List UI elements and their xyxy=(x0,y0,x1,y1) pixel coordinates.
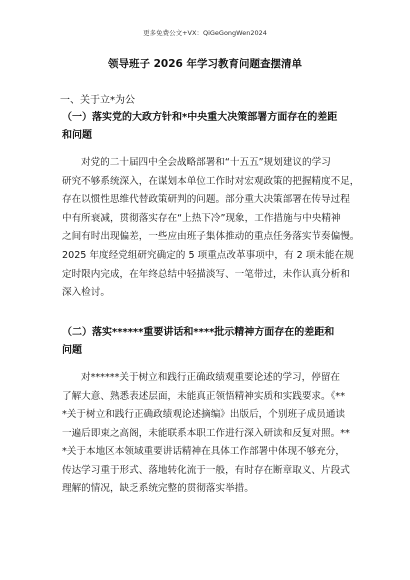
paragraph-line: 了解大意、熟悉表述层面，未能真正领悟精神实质和实践要求。《** xyxy=(62,390,346,402)
paragraph-line: 深入检讨。 xyxy=(62,287,110,298)
subsection-heading-2-line1: （二）落实******重要讲话和****批示精神方面存在的差距和 xyxy=(62,327,335,338)
paragraph-line: 存在以惯性思维代替政策研判的问题。部分重大决策部署在传导过程 xyxy=(62,194,350,205)
paragraph-line: 定时限内完成，在年终总结中轻描淡写、一笔带过，未作认真分析和 xyxy=(62,268,350,280)
paragraph-line: 2025 年度经党组研究确定的 5 项重点改革事项中，有 2 项未能在规 xyxy=(62,250,354,261)
subsection-heading-1-line2: 和问题 xyxy=(62,130,92,141)
paragraph-line: 传达学习重于形式、落地转化流于一般，有时存在断章取义、片段式 xyxy=(62,464,350,476)
paragraph-line: 研究不够系统深入，在谋划本单位工作时对宏观政策的把握精度不足， xyxy=(62,175,360,187)
header-note: 更多免费公文+VX：QiGeGongWen2024 xyxy=(143,29,267,37)
paragraph-line: 中有所衰减，贯彻落实存在“上热下冷”现象，工作措施与中央精神 xyxy=(62,212,341,224)
paragraph-line: 之间有时出现偏差，一些应由班子集体推动的重点任务落实节奏偏慢。 xyxy=(62,231,360,242)
paragraph-line: 理解的情况，缺乏系统完整的贯彻落实举措。 xyxy=(62,483,254,494)
paragraph-line: 对******关于树立和践行正确政绩观重要论述的学习，停留在 xyxy=(81,372,341,383)
paragraph-line: 对党的二十届四中全会战略部署和“十五五”规划建议的学习 xyxy=(81,157,331,168)
paragraph-2 xyxy=(62,247,360,303)
section-heading: 一、关于立*为公 xyxy=(60,95,135,106)
paragraph-3 xyxy=(62,369,360,499)
subsection-heading-1-line1: （一）落实党的大政方针和*中央重大决策部署方面存在的差距 xyxy=(62,112,338,123)
paragraph-1 xyxy=(62,154,360,247)
subsection-heading-1 xyxy=(62,109,358,145)
document-title: 领导班子 2026 年学习教育问题查摆清单 xyxy=(107,58,303,70)
paragraph-line: *关于树立和践行正确政绩观论述摘编》出版后，个别班子成员通读 xyxy=(62,409,346,420)
paragraph-line: 一遍后即束之高阁，未能联系本职工作进行深入研读和反复对照。** xyxy=(62,427,350,439)
paragraph-line: *关于本地区本领域重要讲话精神在具体工作部署中体现不够充分， xyxy=(62,446,346,457)
subsection-heading-2-line2: 问题 xyxy=(62,345,82,356)
subsection-heading-2 xyxy=(62,324,358,360)
